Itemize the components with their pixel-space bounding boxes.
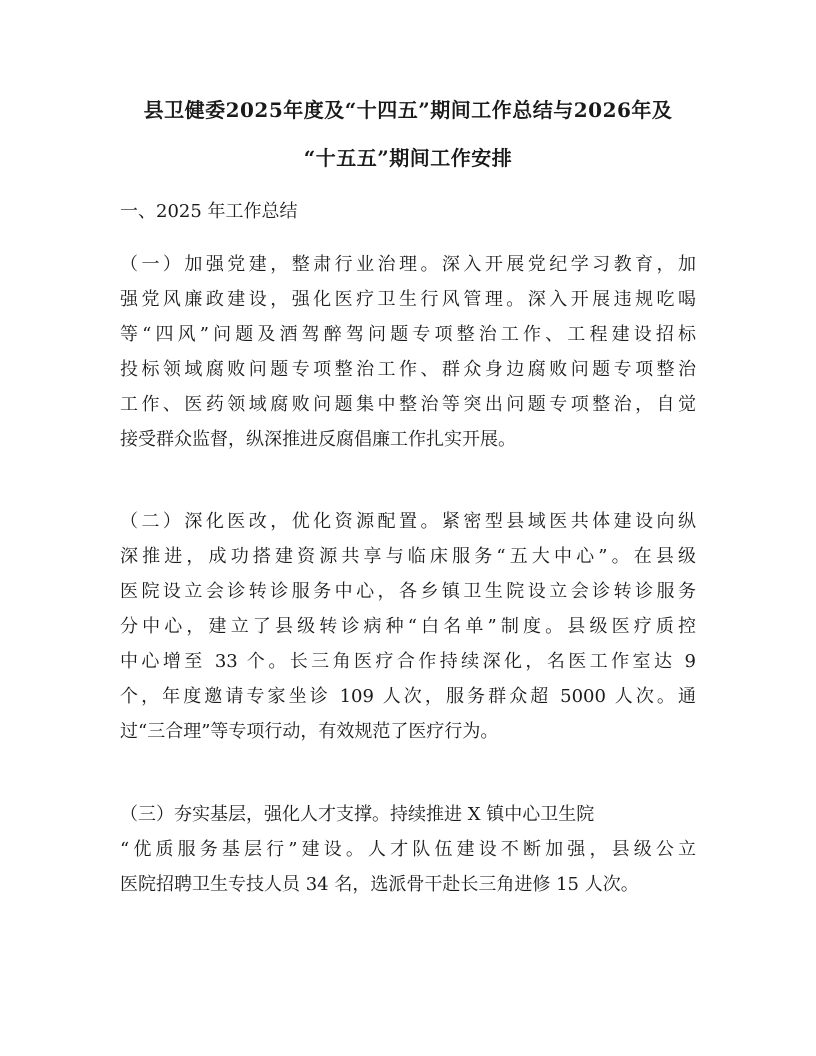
paragraph-line: 个，年度邀请专家坐诊 109 人次，服务群众超 5000 人次。通 bbox=[120, 686, 696, 707]
paragraph-line: “优质服务基层行”建设。人才队伍建设不断加强，县级公立 bbox=[120, 839, 696, 860]
paragraph-line: 过“三合理”等专项行动，有效规范了医疗行为。 bbox=[120, 721, 499, 742]
paragraph-line: （二）深化医改，优化资源配置。紧密型县域医共体建设向纵 bbox=[120, 511, 696, 532]
paragraph-line: 分中心，建立了县级转诊病种“白名单”制度。县级医疗质控 bbox=[120, 616, 696, 637]
paragraph-party-building bbox=[120, 247, 720, 457]
section-heading: 一、2025 年工作总结 bbox=[120, 201, 298, 222]
document-title-line-2: “十五五”期间工作安排 bbox=[303, 146, 513, 170]
paragraph-line: 投标领域腐败问题专项整治工作、群众身边腐败问题专项整治 bbox=[120, 359, 696, 380]
paragraph-line: 强党风廉政建设，强化医疗卫生行风管理。深入开展违规吃喝 bbox=[120, 289, 696, 310]
paragraph-line: 中心增至 33 个。长三角医疗合作持续深化，名医工作室达 9 bbox=[120, 651, 696, 672]
paragraph-line: （三）夯实基层，强化人才支撑。持续推进 X 镇中心卫生院 bbox=[120, 804, 595, 825]
paragraph-medical-reform bbox=[120, 504, 720, 749]
paragraph-line: 等“四风”问题及酒驾醉驾问题专项整治工作、工程建设招标 bbox=[120, 324, 696, 345]
paragraph-line: 接受群众监督，纵深推进反腐倡廉工作扎实开展。 bbox=[120, 429, 516, 450]
document-title-line-1: 县卫健委2025年度及“十四五”期间工作总结与2026年及 bbox=[143, 98, 673, 122]
paragraph-line: 医院设立会诊转诊服务中心，各乡镇卫生院设立会诊转诊服务 bbox=[120, 581, 696, 602]
paragraph-line: （一）加强党建，整肃行业治理。深入开展党纪学习教育，加 bbox=[120, 254, 696, 275]
paragraph-line: 工作、医药领域腐败问题集中整治等突出问题专项整治，自觉 bbox=[120, 394, 696, 415]
paragraph-grassroots bbox=[120, 797, 720, 902]
paragraph-line: 医院招聘卫生专技人员 34 名，选派骨干赴长三角进修 15 人次。 bbox=[120, 874, 639, 895]
paragraph-line: 深推进，成功搭建资源共享与临床服务“五大中心”。在县级 bbox=[120, 546, 696, 567]
